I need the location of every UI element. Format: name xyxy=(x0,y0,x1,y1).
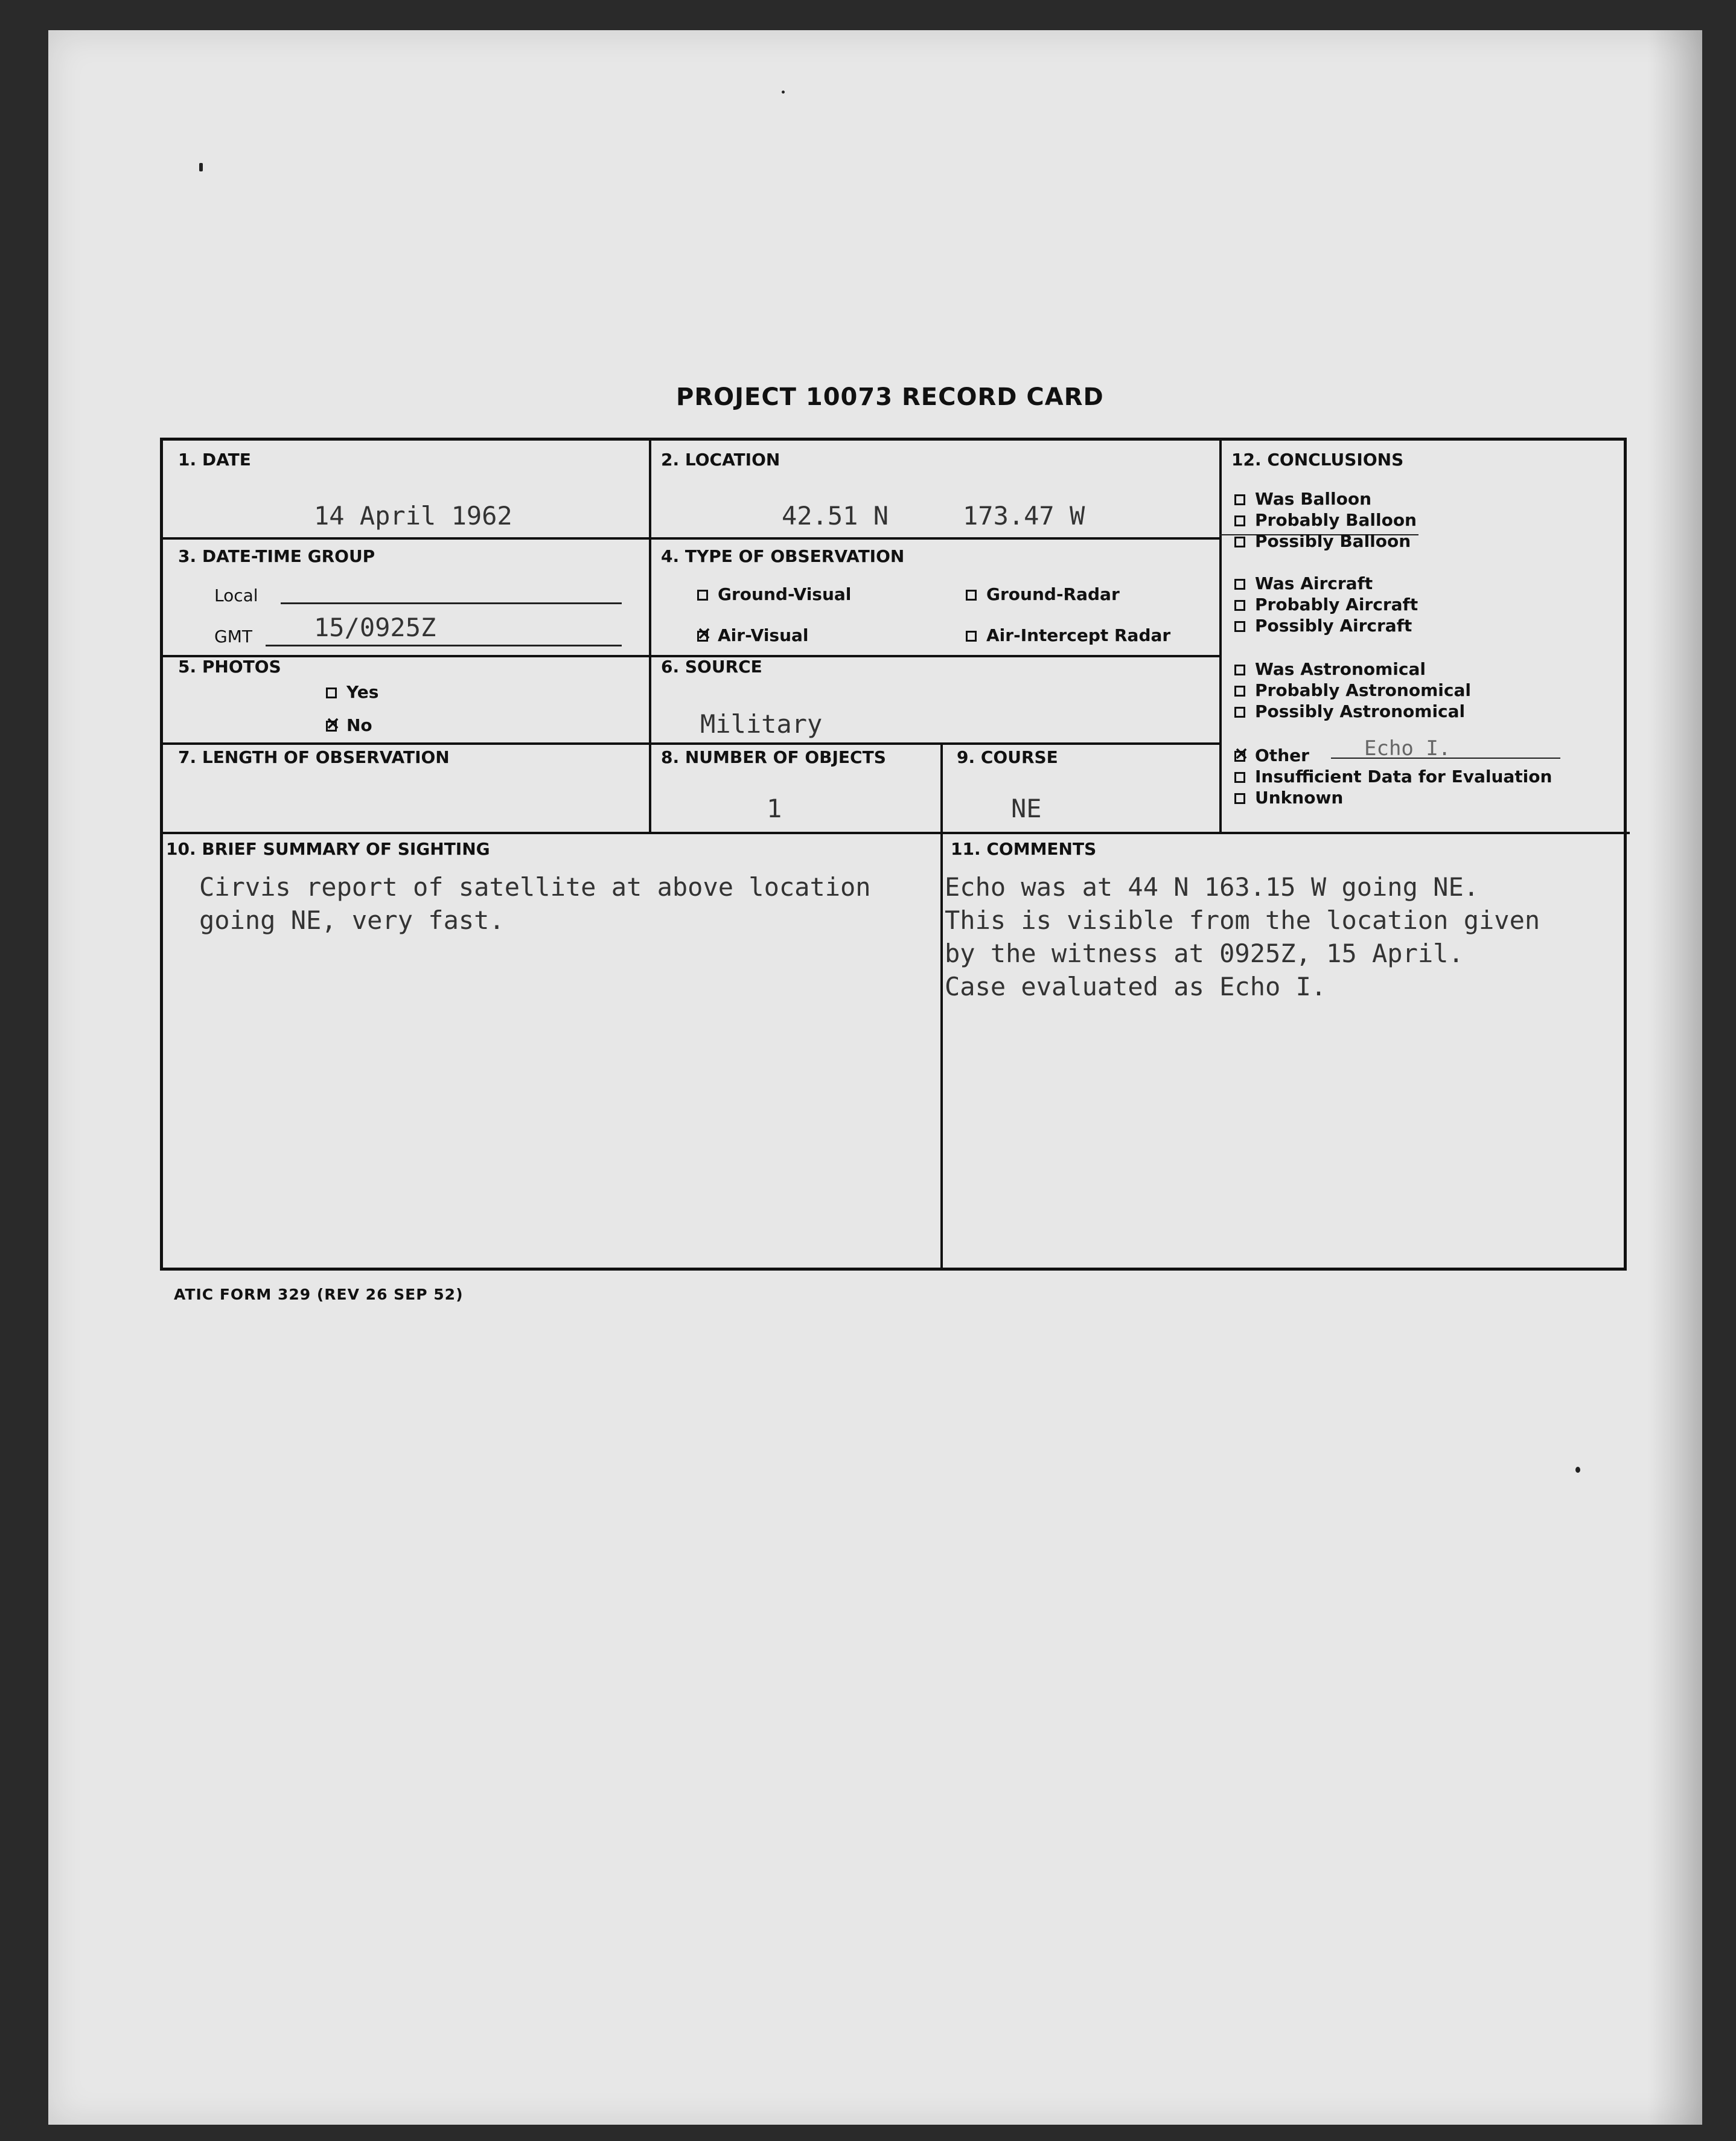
record-card xyxy=(160,438,1627,1271)
page-title: PROJECT 10073 RECORD CARD xyxy=(676,383,1104,411)
option-air-intercept-radar[interactable]: Air-Intercept Radar xyxy=(966,625,1170,645)
number-of-objects-value: 1 xyxy=(767,794,782,823)
date-label: 1. DATE xyxy=(178,450,251,470)
divider xyxy=(1219,441,1222,833)
checkbox[interactable] xyxy=(966,590,977,601)
summary-line: Cirvis report of satellite at above location xyxy=(199,872,871,902)
length-of-observation-label: 7. LENGTH OF OBSERVATION xyxy=(178,747,450,767)
number-of-objects-label: 8. NUMBER OF OBJECTS xyxy=(661,747,886,767)
photos-label: 5. PHOTOS xyxy=(178,657,281,677)
location-label: 2. LOCATION xyxy=(661,450,780,470)
local-field-line xyxy=(281,602,622,604)
option-air-visual[interactable]: ×Air-Visual xyxy=(697,625,809,645)
photos-yes[interactable]: Yes xyxy=(326,682,378,702)
checkbox[interactable] xyxy=(1234,772,1245,783)
type-of-observation-label: 4. TYPE OF OBSERVATION xyxy=(661,546,905,566)
course-label: 9. COURSE xyxy=(957,747,1058,767)
divider xyxy=(163,832,1630,834)
checkbox[interactable] xyxy=(1234,707,1245,718)
page-edge-shadow xyxy=(1648,30,1702,2125)
conclusions-label: 12. CONCLUSIONS xyxy=(1231,450,1404,470)
gmt-value: 15/0925Z xyxy=(314,613,436,642)
divider xyxy=(649,441,651,833)
conclusion-probably-astronomical[interactable]: Probably Astronomical xyxy=(1234,680,1471,700)
other-value: Echo I. xyxy=(1364,736,1451,761)
gmt-field-line xyxy=(266,645,622,646)
conclusion-possibly-balloon[interactable]: Possibly Balloon xyxy=(1234,531,1411,551)
conclusion-insufficient-data[interactable]: Insufficient Data for Evaluation xyxy=(1234,767,1552,787)
checkbox[interactable] xyxy=(1234,579,1245,590)
conclusion-was-balloon[interactable]: Was Balloon xyxy=(1234,489,1371,509)
comment-line: Case evaluated as Echo I. xyxy=(945,972,1327,1001)
source-value: Military xyxy=(700,709,823,739)
comment-line: by the witness at 0925Z, 15 April. xyxy=(945,939,1464,968)
comment-line: This is visible from the location given xyxy=(945,905,1540,935)
checkbox[interactable] xyxy=(1234,600,1245,611)
comments-label: 11. COMMENTS xyxy=(951,839,1097,859)
scan-speck xyxy=(199,163,203,171)
checkbox[interactable] xyxy=(1234,793,1245,804)
conclusion-probably-balloon[interactable]: Probably Balloon xyxy=(1234,510,1417,530)
conclusion-probably-aircraft[interactable]: Probably Aircraft xyxy=(1234,595,1418,614)
scan-speck xyxy=(782,91,785,94)
checkbox[interactable] xyxy=(326,688,337,698)
brief-summary-label: 10. BRIEF SUMMARY OF SIGHTING xyxy=(166,839,490,859)
date-time-group-label: 3. DATE-TIME GROUP xyxy=(178,546,375,566)
conclusion-was-astronomical[interactable]: Was Astronomical xyxy=(1234,659,1426,679)
conclusion-possibly-astronomical[interactable]: Possibly Astronomical xyxy=(1234,701,1465,721)
checkbox[interactable] xyxy=(1234,665,1245,675)
divider xyxy=(940,742,943,1271)
checkbox[interactable] xyxy=(1234,621,1245,632)
local-label: Local xyxy=(214,586,258,605)
checkbox-checked[interactable] xyxy=(1234,751,1245,762)
option-ground-visual[interactable]: Ground-Visual xyxy=(697,584,851,604)
option-ground-radar[interactable]: Ground-Radar xyxy=(966,584,1120,604)
comment-line: Echo was at 44 N 163.15 W going NE. xyxy=(945,872,1479,902)
form-id: ATIC FORM 329 (REV 26 SEP 52) xyxy=(174,1286,464,1303)
photos-no[interactable]: ×No xyxy=(326,715,372,735)
checkbox[interactable] xyxy=(697,590,708,601)
conclusion-possibly-aircraft[interactable]: Possibly Aircraft xyxy=(1234,616,1412,636)
checkbox-checked[interactable] xyxy=(697,631,708,642)
conclusion-other[interactable]: ×Other xyxy=(1234,745,1309,765)
checkbox[interactable] xyxy=(1234,494,1245,505)
checkbox[interactable] xyxy=(1234,515,1245,526)
source-label: 6. SOURCE xyxy=(661,657,762,677)
location-lat: 42.51 N xyxy=(782,501,889,531)
checkbox[interactable] xyxy=(1234,537,1245,547)
divider xyxy=(163,537,1219,540)
summary-line: going NE, very fast. xyxy=(199,905,505,935)
divider xyxy=(163,742,1219,745)
conclusion-unknown[interactable]: Unknown xyxy=(1234,788,1343,808)
checkbox-checked[interactable] xyxy=(326,721,337,732)
date-value: 14 April 1962 xyxy=(314,501,512,531)
checkbox[interactable] xyxy=(966,631,977,642)
conclusion-was-aircraft[interactable]: Was Aircraft xyxy=(1234,573,1373,593)
checkbox[interactable] xyxy=(1234,686,1245,697)
gmt-label: GMT xyxy=(214,627,252,646)
scan-speck xyxy=(1575,1467,1580,1473)
location-lon: 173.47 W xyxy=(963,501,1085,531)
course-value: NE xyxy=(1011,794,1042,823)
